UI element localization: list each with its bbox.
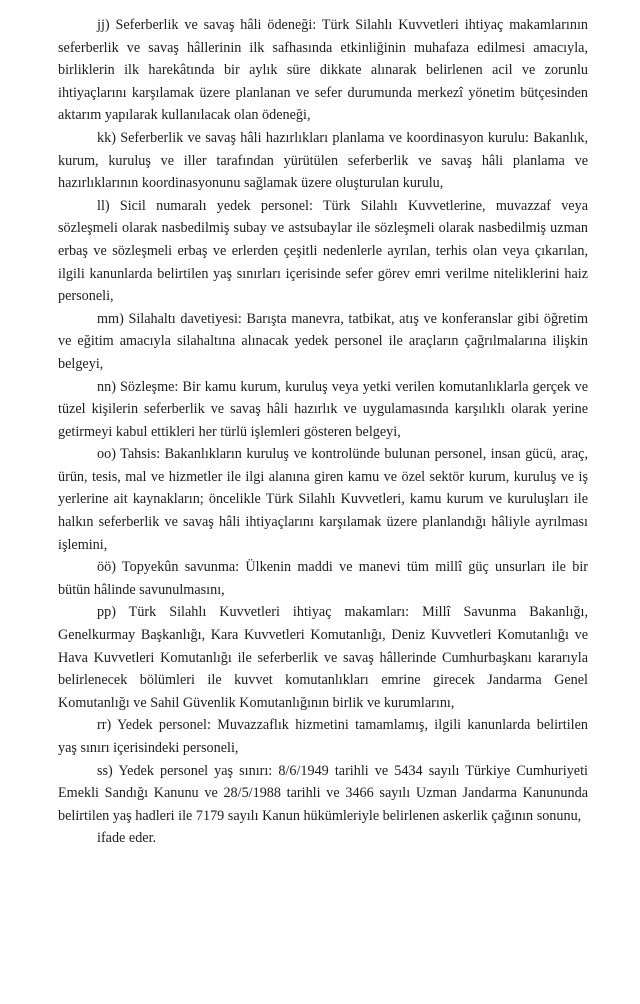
definition-pp: pp) Türk Silahlı Kuvvetleri ihtiyaç makamları: Millî Savunma Bakanlığı, Genelkurmay Başkanlığı, Kara Kuvvetleri Komutanlığı, Deniz Kuvvetleri Komutanlığı ve Hava Kuvvetleri Komutanlığı ile seferberlik ve savaş hâllerinde Cumhurbaşkanı kararıyla belirlenecek bölümleri ile kuvvet komutanlıkları emrine girecek Jandarma Genel Komutanlığı ve Sahil Güvenlik Komutanlığının birlik ve kurumlarını, [58,604,588,711]
definition-oo: oo) Tahsis: Bakanlıkların kuruluş ve kontrolünde bulunan personel, insan gücü, araç, ürün, tesis, mal ve hizmetler ile ilgi alanına giren kamu ve özel sektör kurum, kuruluş ve iş yerlerine ait kaynakların; öncelikle Türk Silahlı Kuvvetleri, kamu kurum ve kuruluşları ile halkın seferberlik ve savaş hâli ihtiyaçlarını karşılamak üzere planlandığı hâliyle ayrılması işlemini, [58,446,588,553]
definition-rr: rr) Yedek personel: Muvazzaflık hizmetini tamamlamış, ilgili kanunlarda belirtilen yaş sınırı içerisindeki personeli, [58,717,588,756]
definition-oo-umlaut: öö) Topyekûn savunma: Ülkenin maddi ve manevi tüm millî güç unsurları ile bir bütün hâlinde savunulmasını, [58,559,588,598]
definition-jj: jj) Seferberlik ve savaş hâli ödeneği: Türk Silahlı Kuvvetleri ihtiyaç makamlarının seferberlik ve savaş hâllerinin ilk safhasında etkinliğinin muhafaza edilmesi amacıyla, birliklerin ilk harekâtında bir aylık süre dikkate alınarak belirlenen acil ve zorunlu ihtiyaçlarını karşılamak üzere planlanan ve sefer durumunda merkezî yönetim bütçesinden aktarım yapılarak kullanılacak olan ödeneği, [58,17,588,124]
closing-line: ifade eder. [97,830,157,847]
definition-mm: mm) Silahaltı davetiyesi: Barışta manevra, tatbikat, atış ve konferanslar gibi öğretim ve eğitim amacıyla silahaltına alınacak yedek personel ile araçların çağrılmalarına ilişkin belgeyi, [58,310,588,372]
document-body [58,14,588,850]
definition-ss: ss) Yedek personel yaş sınırı: 8/6/1949 tarihli ve 5434 sayılı Türkiye Cumhuriyeti Emekli Sandığı Kanunu ve 28/5/1988 tarihli ve 3466 sayılı Uzman Jandarma Kanununda belirtilen yaş hadleri ile 7179 sayılı Kanun hükümleriyle belirlenen askerlik çağının sonunu, [58,762,588,824]
definition-ll: ll) Sicil numaralı yedek personel: Türk Silahlı Kuvvetlerine, muvazzaf veya sözleşmeli olarak nasbedilmiş subay ve astsubaylar ile sözleşmeli olarak nasbedilmiş uzman erbaş ve sözleşmeli erbaş ve erlerden çeşitli nedenlerle ayrılan, terhis olan veya çıkarılan, ilgili kanunlarda belirtilen yaş sınırları içerisinde sefer görev emri verilme niteliklerini haiz personeli, [58,197,588,305]
definition-kk: kk) Seferberlik ve savaş hâli hazırlıkları planlama ve koordinasyon kurulu: Bakanlık, kurum, kuruluş ve iller tarafından yürütülen seferberlik ve savaş hâli planlama ve hazırlıklarının koordinasyonunu sağlamak üzere oluşturulan kurulu, [58,129,588,192]
definition-nn: nn) Sözleşme: Bir kamu kurum, kuruluş veya yetki verilen komutanlıklarla gerçek ve tüzel kişilerin seferberlik ve savaş hâli hazırlık ve uygulamasında karşılıklı olarak yerine getirmeyi kabul ettikleri her türlü işlemleri gösteren belgeyi, [58,378,588,440]
